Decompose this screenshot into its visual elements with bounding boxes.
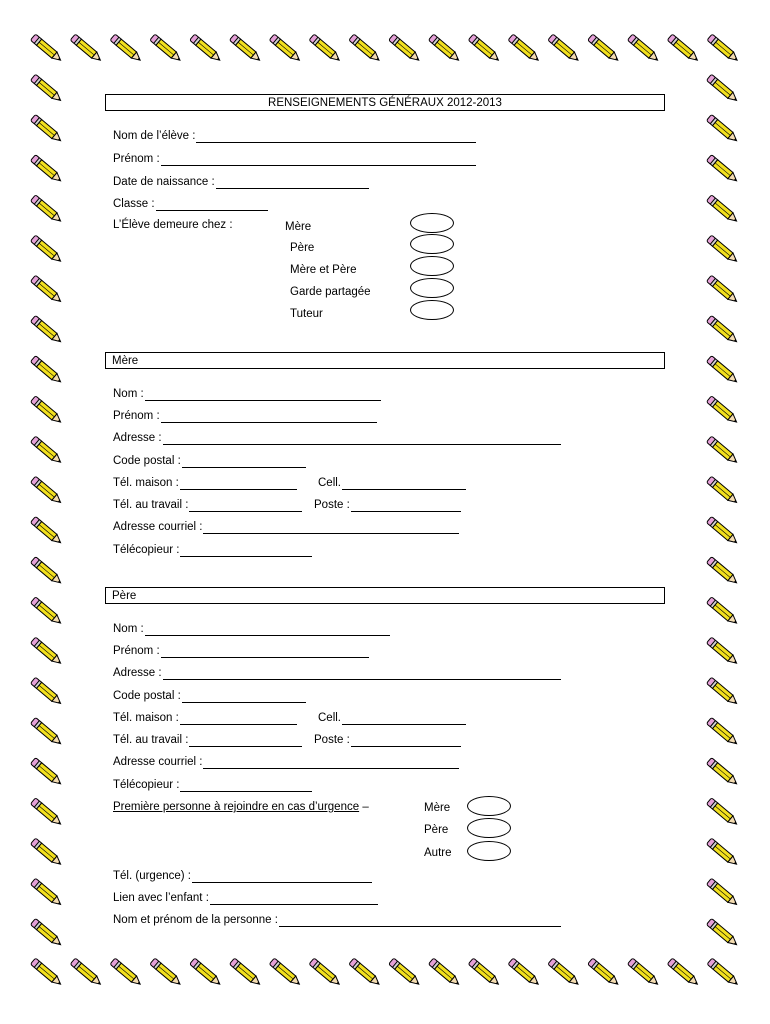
pencil-icon bbox=[349, 34, 382, 63]
pencil-icon bbox=[508, 958, 541, 987]
mother-postal-label: Code postal : bbox=[113, 455, 181, 467]
mother-work-phone-label: Tél. au travail : bbox=[113, 499, 189, 511]
student-class-field[interactable] bbox=[113, 197, 268, 211]
emergency-phone-label: Tél. (urgence) : bbox=[113, 870, 191, 882]
father-name-field[interactable] bbox=[113, 622, 390, 636]
pencil-icon bbox=[667, 34, 700, 63]
mother-home-phone-field[interactable] bbox=[113, 476, 297, 490]
student-class-label: Classe : bbox=[113, 198, 155, 210]
pencil-icon bbox=[706, 235, 739, 264]
pencil-icon bbox=[150, 958, 183, 987]
emergency-checkbox-pere[interactable] bbox=[467, 818, 511, 838]
checkbox-garde-partagee[interactable] bbox=[410, 278, 454, 298]
father-ext-field[interactable] bbox=[314, 733, 461, 747]
emergency-contact-heading bbox=[113, 800, 369, 814]
pencil-icon bbox=[428, 34, 461, 63]
mother-email-label: Adresse courriel : bbox=[113, 521, 203, 533]
lives-with-label: L’Élève demeure chez : bbox=[113, 219, 233, 231]
pencil-icon bbox=[389, 34, 422, 63]
pencil-icon bbox=[30, 677, 63, 706]
pencil-icon bbox=[110, 34, 143, 63]
father-cell-label: Cell. bbox=[318, 712, 342, 724]
father-email-label: Adresse courriel : bbox=[113, 756, 203, 768]
pencil-icon bbox=[190, 958, 223, 987]
pencil-icon bbox=[269, 958, 302, 987]
pencil-icon bbox=[588, 34, 621, 63]
pencil-icon bbox=[548, 958, 581, 987]
person-name-label: Nom et prénom de la personne : bbox=[113, 914, 278, 926]
pencil-icon bbox=[706, 516, 739, 545]
mother-ext-field[interactable] bbox=[314, 498, 461, 512]
emergency-option-pere-label: Père bbox=[424, 824, 449, 836]
emergency-checkbox-mere[interactable] bbox=[467, 796, 511, 816]
pencil-icon bbox=[706, 677, 739, 706]
mother-postal-field[interactable] bbox=[113, 454, 306, 468]
emergency-contact-label: Première personne à rejoindre en cas d’urgence bbox=[113, 801, 360, 813]
pencil-icon bbox=[269, 34, 302, 63]
option-tuteur-label: Tuteur bbox=[290, 308, 323, 320]
mother-cell-label: Cell. bbox=[318, 477, 342, 489]
relation-field[interactable] bbox=[113, 891, 378, 905]
pencil-icon bbox=[229, 958, 262, 987]
pencil-icon bbox=[667, 958, 700, 987]
student-firstname-field[interactable] bbox=[113, 152, 476, 166]
father-address-label: Adresse : bbox=[113, 667, 162, 679]
pencil-icon bbox=[30, 637, 63, 666]
checkbox-tuteur[interactable] bbox=[410, 300, 454, 320]
pencil-icon bbox=[706, 557, 739, 586]
father-ext-label: Poste : bbox=[314, 734, 350, 746]
pencil-icon bbox=[30, 878, 63, 907]
mother-name-label: Nom : bbox=[113, 388, 144, 400]
pencil-icon bbox=[30, 838, 63, 867]
pencil-icon bbox=[70, 958, 103, 987]
pencil-icon bbox=[706, 918, 739, 947]
pencil-icon bbox=[30, 396, 63, 425]
pencil-icon bbox=[30, 315, 63, 344]
pencil-icon bbox=[30, 516, 63, 545]
father-cell-field[interactable] bbox=[318, 711, 466, 725]
mother-cell-field[interactable] bbox=[318, 476, 466, 490]
checkbox-mere[interactable] bbox=[410, 213, 454, 233]
father-firstname-field[interactable] bbox=[113, 644, 369, 658]
mother-home-phone-label: Tél. maison : bbox=[113, 477, 179, 489]
father-home-phone-label: Tél. maison : bbox=[113, 712, 179, 724]
pencil-icon bbox=[30, 798, 63, 827]
father-firstname-label: Prénom : bbox=[113, 645, 160, 657]
option-mere-label: Mère bbox=[285, 221, 312, 233]
pencil-icon bbox=[30, 476, 63, 505]
mother-address-label: Adresse : bbox=[113, 432, 162, 444]
pencil-icon bbox=[309, 34, 342, 63]
father-section-header: Père bbox=[105, 587, 665, 604]
pencil-icon bbox=[30, 356, 63, 385]
pencil-icon bbox=[30, 758, 63, 787]
pencil-icon bbox=[706, 74, 739, 103]
person-name-field[interactable] bbox=[113, 913, 561, 927]
pencil-icon bbox=[706, 717, 739, 746]
student-firstname-label: Prénom : bbox=[113, 153, 160, 165]
pencil-icon bbox=[428, 958, 461, 987]
mother-name-field[interactable] bbox=[113, 387, 381, 401]
pencil-icon bbox=[30, 958, 63, 987]
pencil-icon bbox=[706, 878, 739, 907]
pencil-icon bbox=[707, 958, 740, 987]
father-work-phone-label: Tél. au travail : bbox=[113, 734, 189, 746]
student-birthdate-field[interactable] bbox=[113, 175, 369, 189]
checkbox-pere[interactable] bbox=[410, 234, 454, 254]
pencil-icon bbox=[706, 315, 739, 344]
pencil-icon bbox=[30, 235, 63, 264]
pencil-icon bbox=[30, 275, 63, 304]
pencil-icon bbox=[706, 275, 739, 304]
pencil-icon bbox=[706, 597, 739, 626]
emergency-option-autre-label: Autre bbox=[424, 847, 452, 859]
student-birthdate-label: Date de naissance : bbox=[113, 176, 215, 188]
pencil-icon bbox=[706, 758, 739, 787]
pencil-icon bbox=[110, 958, 143, 987]
pencil-icon bbox=[30, 74, 63, 103]
pencil-icon bbox=[30, 918, 63, 947]
mother-section-header: Mère bbox=[105, 352, 665, 369]
pencil-icon bbox=[588, 958, 621, 987]
pencil-icon bbox=[627, 958, 660, 987]
pencil-icon bbox=[30, 195, 63, 224]
father-name-label: Nom : bbox=[113, 623, 144, 635]
emergency-dash: – bbox=[362, 801, 369, 813]
pencil-icon bbox=[30, 155, 63, 184]
mother-fax-label: Télécopieur : bbox=[113, 544, 180, 556]
pencil-icon bbox=[627, 34, 660, 63]
pencil-icon bbox=[706, 396, 739, 425]
form-title: RENSEIGNEMENTS GÉNÉRAUX 2012-2013 bbox=[105, 94, 665, 111]
pencil-icon bbox=[30, 114, 63, 143]
pencil-icon bbox=[468, 34, 501, 63]
pencil-icon bbox=[706, 798, 739, 827]
pencil-icon bbox=[706, 195, 739, 224]
pencil-icon bbox=[349, 958, 382, 987]
mother-ext-label: Poste : bbox=[314, 499, 350, 511]
pencil-icon bbox=[706, 436, 739, 465]
pencil-icon bbox=[706, 155, 739, 184]
pencil-icon bbox=[30, 436, 63, 465]
pencil-icon bbox=[707, 34, 740, 63]
relation-label: Lien avec l’enfant : bbox=[113, 892, 209, 904]
father-fax-field[interactable] bbox=[113, 778, 312, 792]
option-mere-et-pere-label: Mère et Père bbox=[290, 264, 357, 276]
pencil-icon bbox=[309, 958, 342, 987]
pencil-icon bbox=[30, 717, 63, 746]
father-postal-label: Code postal : bbox=[113, 690, 181, 702]
pencil-icon bbox=[468, 958, 501, 987]
pencil-icon bbox=[706, 838, 739, 867]
pencil-icon bbox=[389, 958, 422, 987]
father-email-field[interactable] bbox=[113, 755, 459, 769]
pencil-icon bbox=[150, 34, 183, 63]
pencil-icon bbox=[30, 34, 63, 63]
emergency-option-mere-label: Mère bbox=[424, 802, 451, 814]
mother-email-field[interactable] bbox=[113, 520, 459, 534]
option-garde-partagee-label: Garde partagée bbox=[290, 286, 371, 298]
mother-fax-field[interactable] bbox=[113, 543, 312, 557]
father-postal-field[interactable] bbox=[113, 689, 306, 703]
pencil-icon bbox=[508, 34, 541, 63]
mother-address-field[interactable] bbox=[113, 431, 561, 445]
mother-firstname-field[interactable] bbox=[113, 409, 377, 423]
father-fax-label: Télécopieur : bbox=[113, 779, 180, 791]
student-name-label: Nom de l’élève : bbox=[113, 130, 196, 142]
pencil-icon bbox=[30, 557, 63, 586]
pencil-icon bbox=[706, 114, 739, 143]
emergency-phone-field[interactable] bbox=[113, 869, 372, 883]
father-address-field[interactable] bbox=[113, 666, 561, 680]
father-work-phone-field[interactable] bbox=[113, 733, 302, 747]
pencil-icon bbox=[190, 34, 223, 63]
checkbox-mere-et-pere[interactable] bbox=[410, 256, 454, 276]
pencil-icon bbox=[70, 34, 103, 63]
student-name-field[interactable] bbox=[113, 129, 476, 143]
emergency-checkbox-autre[interactable] bbox=[467, 841, 511, 861]
mother-firstname-label: Prénom : bbox=[113, 410, 160, 422]
father-home-phone-field[interactable] bbox=[113, 711, 297, 725]
pencil-icon bbox=[706, 356, 739, 385]
mother-work-phone-field[interactable] bbox=[113, 498, 302, 512]
pencil-icon bbox=[706, 637, 739, 666]
option-pere-label: Père bbox=[290, 242, 315, 254]
pencil-icon bbox=[229, 34, 262, 63]
pencil-icon bbox=[30, 597, 63, 626]
pencil-icon bbox=[548, 34, 581, 63]
pencil-icon bbox=[706, 476, 739, 505]
